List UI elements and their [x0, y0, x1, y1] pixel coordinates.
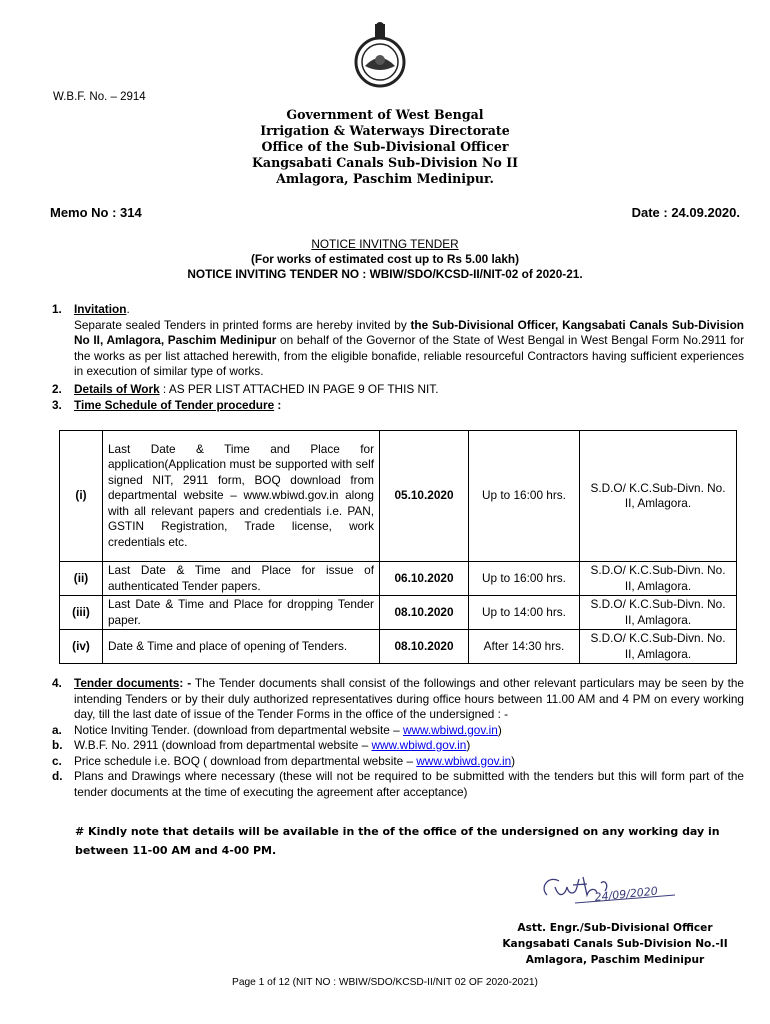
- list-text: W.B.F. No. 2911 (download from departmental website –: [74, 738, 372, 752]
- page-footer: Page 1 of 12 (NIT NO : WBIW/SDO/KCSD-II/NIT 02 OF 2020-2021): [232, 977, 538, 988]
- notice-title-block: [100, 237, 670, 282]
- schedule-time: Up to 16:00 hrs.: [469, 562, 580, 596]
- header-line: Office of the Sub-Divisional Officer: [261, 139, 509, 154]
- list-text-after: ): [497, 722, 502, 737]
- header-line: Government of West Bengal: [286, 107, 484, 122]
- section-text-bold: the Sub-Divisional Officer, Kangsabati Canals Sub-Division No II, Amlagora, Paschim Medinipur: [74, 317, 744, 347]
- signatory-line: Kangsabati Canals Sub-Division No.-II: [502, 938, 728, 950]
- section-heading: Details of Work: [74, 382, 160, 396]
- schedule-date: 08.10.2020: [380, 596, 469, 630]
- list-marker: c.: [52, 753, 62, 768]
- schedule-sl: (ii): [60, 562, 103, 596]
- schedule-table: [59, 430, 737, 664]
- schedule-sl: (iv): [60, 630, 103, 664]
- schedule-place: S.D.O/ K.C.Sub-Divn. No. II, Amlagora.: [580, 562, 737, 596]
- header-line: Irrigation & Waterways Directorate: [260, 123, 510, 138]
- section-text: : AS PER LIST ATTACHED IN PAGE 9 OF THIS NIT.: [159, 382, 439, 396]
- memo-number: Memo No : 314: [50, 205, 142, 220]
- schedule-sl: (i): [60, 431, 103, 562]
- notice-title: NOTICE INVITNG TENDER: [311, 237, 459, 251]
- schedule-date: 08.10.2020: [380, 630, 469, 664]
- section-text: Separate sealed Tenders in printed forms are hereby invited by: [74, 317, 411, 332]
- schedule-description: Last Date & Time and Place for application(Application must be supported with self signed NIT, 2911 form, BOQ download from departmental website – www.wbiwd.gov.in along with all relevant papers and credentials i.e. PAN, GSTIN Registration, Trade license, work credentials etc.: [103, 431, 380, 562]
- section-heading: Tender documents: [74, 676, 180, 690]
- schedule-date: 05.10.2020: [380, 431, 469, 562]
- schedule-description: Date & Time and place of opening of Tenders.: [103, 630, 380, 664]
- section-text: The Tender documents shall consist of the followings and other relevant particulars may be seen by the intending Tenders or by their duly authorized representatives during office hours between 11.00 AM and 4 PM on every working day, till the last date of issue of the Tender Forms in the office of the undersigned : -: [74, 676, 744, 721]
- list-marker: a.: [52, 722, 62, 737]
- section-tender-documents: [52, 676, 744, 800]
- header-line: Amlagora, Paschim Medinipur.: [276, 171, 494, 186]
- website-link[interactable]: www.wbiwd.gov.in: [402, 722, 498, 737]
- header-line: Kangsabati Canals Sub-Division No II: [251, 155, 518, 170]
- schedule-description: Last Date & Time and Place for dropping Tender paper.: [103, 596, 380, 630]
- schedule-place: S.D.O/ K.C.Sub-Divn. No. II, Amlagora.: [580, 431, 737, 562]
- table-row: [60, 431, 737, 562]
- schedule-date: 06.10.2020: [380, 562, 469, 596]
- handwritten-signature: [535, 865, 685, 915]
- website-link[interactable]: www.wbiwd.gov.in: [416, 753, 512, 768]
- table-row: [60, 562, 737, 596]
- list-text: Plans and Drawings where necessary (these will not be required to be submitted with the tenders but this will form part of the tender documents at the time of executing the agreement after acceptance): [74, 769, 744, 799]
- list-item: [52, 769, 744, 800]
- schedule-description: Last Date & Time and Place for issue of authenticated Tender papers.: [103, 562, 380, 596]
- list-text: Notice Inviting Tender. (download from departmental website –: [74, 722, 403, 737]
- signatory-line: Amlagora, Paschim Medinipur: [525, 954, 705, 966]
- section-number: 1.: [52, 302, 62, 316]
- state-emblem-icon: [345, 22, 415, 92]
- list-item: [52, 738, 744, 754]
- list-marker: b.: [52, 738, 63, 752]
- office-header: [180, 107, 590, 187]
- section-number: 4.: [52, 676, 62, 690]
- schedule-time: After 14:30 hrs.: [469, 630, 580, 664]
- schedule-sl: (iii): [60, 596, 103, 630]
- list-text-after: ): [511, 753, 516, 768]
- memo-date: Date : 24.09.2020.: [631, 205, 740, 220]
- notice-subtitle: (For works of estimated cost up to Rs 5.00 lakh): [250, 252, 520, 266]
- section-invitation: 1. Invitation. Separate sealed Tenders in printed forms are hereby invited by the Sub-Divisional Officer, Kangsabati Canals Sub-Division No II, Amlagora, Paschim Medinipur on behalf of the Governor of the State of West Bengal in West Bengal Form No.2911 for the works as per list attached herewith, from the eligible bonafide, reliable resourceful Contractors having sufficient experiences in execution of similar type of works.: [52, 302, 744, 378]
- list-text: Price schedule i.e. BOQ ( download from departmental website –: [74, 753, 417, 768]
- section-heading: Time Schedule of Tender procedure: [74, 398, 275, 412]
- list-text-after: ): [466, 738, 471, 752]
- list-item: [52, 723, 744, 739]
- schedule-place: S.D.O/ K.C.Sub-Divn. No. II, Amlagora.: [580, 630, 737, 664]
- schedule-time: Up to 16:00 hrs.: [469, 431, 580, 562]
- schedule-place: S.D.O/ K.C.Sub-Divn. No. II, Amlagora.: [580, 596, 737, 630]
- section-colon: :: [274, 398, 282, 412]
- signature-date: 24/09/2020: [593, 884, 659, 904]
- section-heading: Invitation: [74, 302, 127, 316]
- website-link[interactable]: www.wbiwd.gov.in: [371, 738, 467, 752]
- section-colon: : -: [179, 676, 192, 690]
- section-details-of-work: [52, 382, 744, 398]
- section-time-schedule: [52, 398, 744, 414]
- section-number: 2.: [52, 382, 62, 396]
- availability-note: # Kindly note that details will be available in the of the office of the undersigned on any working day in between 11-00 AM and 4-00 PM.: [75, 825, 720, 857]
- signatory-line: Astt. Engr./Sub-Divisional Officer: [517, 922, 713, 934]
- list-item: [52, 754, 744, 770]
- form-number: W.B.F. No. – 2914: [53, 91, 146, 103]
- section-text: on behalf of the Governor of the State of West Bengal in West Bengal Form No.2911 for the works as per list attached herewith, from the eligible bonafide, reliable resourceful Contractors having sufficient experiences in execution of similar type of works.: [74, 333, 744, 378]
- signatory-block: [455, 920, 770, 968]
- section-number: 3.: [52, 398, 62, 412]
- schedule-time: Up to 14:00 hrs.: [469, 596, 580, 630]
- table-row: [60, 630, 737, 664]
- table-row: [60, 596, 737, 630]
- notice-number: NOTICE INVITING TENDER NO : WBIW/SDO/KCSD-II/NIT-02 of 2020-21.: [187, 267, 583, 281]
- list-marker: d.: [52, 769, 63, 783]
